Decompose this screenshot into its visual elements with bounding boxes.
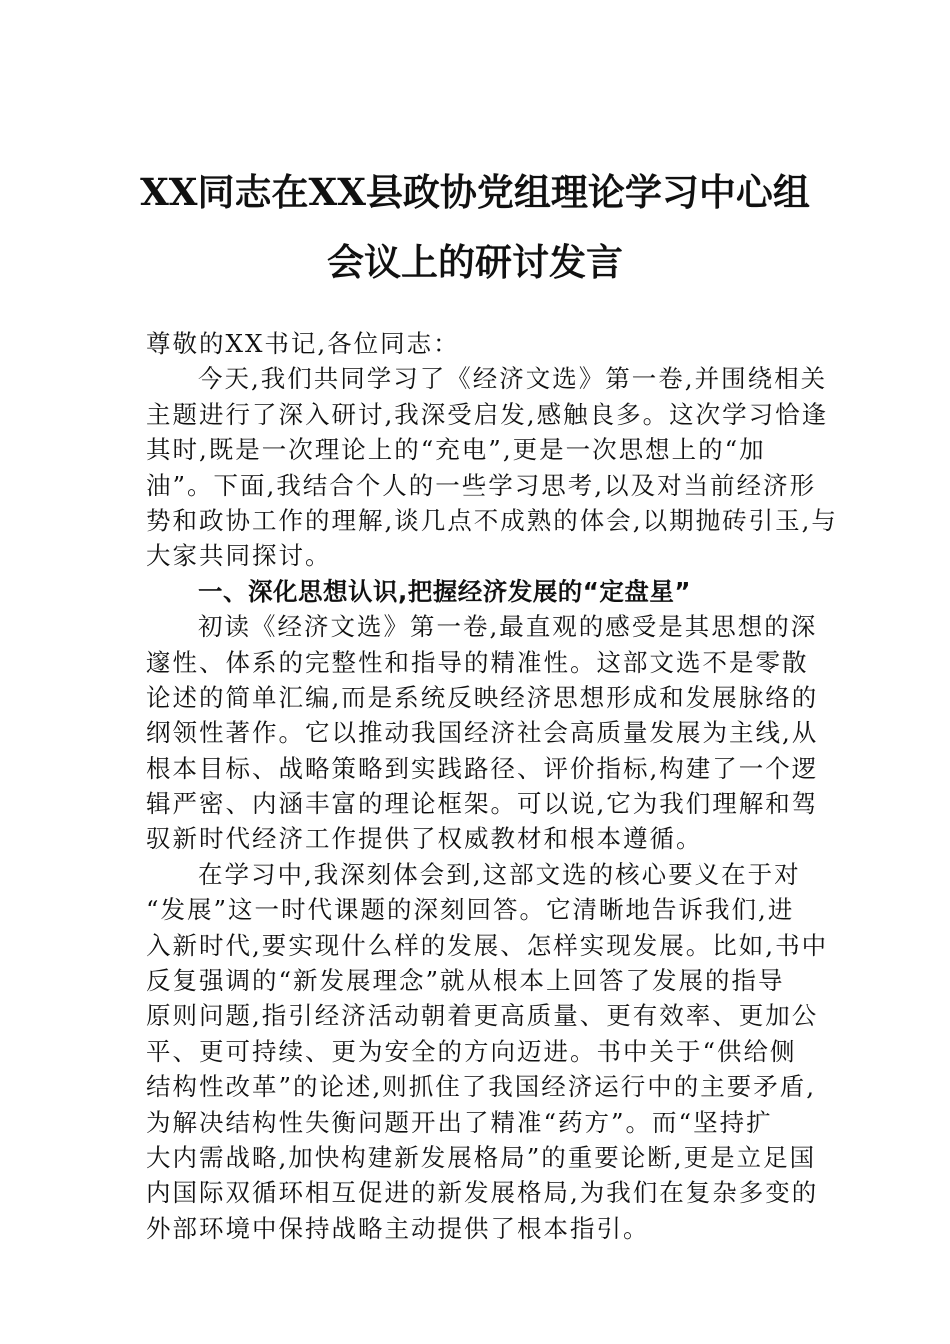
paragraph-line: 辑严密、内涵丰富的理论框架。可以说,它为我们理解和驾 [146,789,819,819]
paragraph-line: 今天,我们共同学习了《经济文选》第一卷,并围绕相关 [198,364,828,394]
paragraph-line: 大家共同探讨。 [146,541,332,571]
paragraph-line: 驭新时代经济工作提供了权威教材和根本遵循。 [146,824,703,854]
paragraph-line: 在学习中,我深刻体会到,这部文选的核心要义在于对 [198,859,801,889]
document-title-line-2: 会议上的研讨发言 [327,240,623,284]
paragraph-line: 原则问题,指引经济活动朝着更高质量、更有效率、更加公 [146,1001,819,1031]
paragraph-line: 反复强调的“新发展理念”就从根本上回答了发展的指导 [146,966,785,996]
paragraph-line: 为解决结构性失衡问题开出了精准“药方”。而“坚持扩 [146,1107,773,1137]
paragraph-line: 内国际双循环相互促进的新发展格局,为我们在复杂多变的 [146,1178,819,1208]
paragraph-line: 邃性、体系的完整性和指导的精准性。这部文选不是零散 [146,647,809,677]
paragraph-line: 势和政协工作的理解,谈几点不成熟的体会,以期抛砖引玉,与 [146,505,838,535]
paragraph-line: 平、更可持续、更为安全的方向迈进。书中关于“供给侧 [146,1036,797,1066]
paragraph-line: 外部环境中保持战略主动提供了根本指引。 [146,1213,650,1243]
document-title-line-1: XX同志在XX县政协党组理论学习中心组 [140,170,810,214]
paragraph-line: 初读《经济文选》第一卷,最直观的感受是其思想的深 [198,612,818,642]
section-heading: 一、深化思想认识,把握经济发展的“定盘星” [198,576,692,606]
paragraph-line: 油”。下面,我结合个人的一些学习思考,以及对当前经济形 [146,470,817,500]
paragraph-line: 大内需战略,加快构建新发展格局”的重要论断,更是立足国 [146,1142,817,1172]
paragraph-line: 论述的简单汇编,而是系统反映经济思想形成和发展脉络的 [146,682,819,712]
paragraph-line: 其时,既是一次理论上的“充电”,更是一次思想上的“加 [146,435,766,465]
paragraph-line: 主题进行了深入研讨,我深受启发,感触良多。这次学习恰逢 [146,399,829,429]
paragraph-line: 入新时代,要实现什么样的发展、怎样实现发展。比如,书中 [146,930,829,960]
paragraph-line: 根本目标、战略策略到实践路径、评价指标,构建了一个逻 [146,753,819,783]
salutation: 尊敬的XX书记,各位同志： [146,329,460,358]
paragraph-line: 结构性改革”的论述,则抓住了我国经济运行中的主要矛盾, [146,1072,817,1102]
paragraph-line: “发展”这一时代课题的深刻回答。它清晰地告诉我们,进 [146,895,795,925]
paragraph-line: 纲领性著作。它以推动我国经济社会高质量发展为主线,从 [146,718,819,748]
document-body [146,326,838,1246]
